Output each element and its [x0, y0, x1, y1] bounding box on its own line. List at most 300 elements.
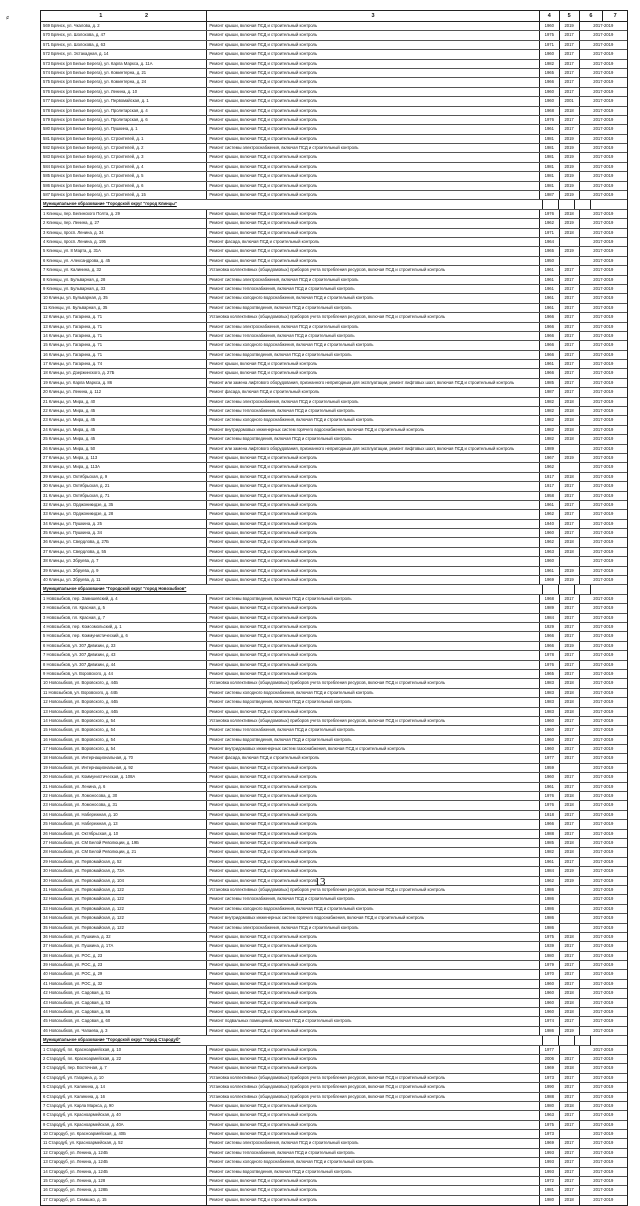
- work-type-cell: Ремонт системы электроснабжения, включая ПСД и строительный контроль: [207, 924, 540, 932]
- address-cell: [41, 895, 207, 903]
- table-row: [41, 210, 627, 219]
- address-text: Брянск (рп Белые Берега), ул. Строителей, д. 5: [51, 173, 144, 179]
- table-row: [41, 247, 627, 256]
- empty-cell: [543, 585, 559, 593]
- plan-period-cell: 2017-2019: [593, 88, 614, 94]
- work-type-cell: Ремонт системы электроснабжения, включая ПСД и строительный контроль: [207, 398, 540, 406]
- build-year-cell: 1960: [540, 717, 560, 725]
- work-type-cell: Ремонт крыши, включая ПСД и строительный контроль: [207, 153, 540, 161]
- plan-period-cell: 2017-2019: [593, 1140, 614, 1146]
- build-year-cell: 1962: [540, 510, 560, 518]
- table-row: [41, 510, 627, 519]
- address-cell: [41, 1149, 207, 1157]
- address-cell: [41, 135, 207, 143]
- table-row: [41, 501, 627, 510]
- address-cell: [41, 247, 207, 255]
- plan-period-cell: 2017-2019: [593, 257, 614, 263]
- plan-period-cell: 2017-2019: [593, 408, 614, 414]
- plan-period-cell: 2017-2019: [593, 624, 614, 629]
- row-number: 33: [43, 905, 48, 911]
- address-text: Новозыбков, ул. Первомайская, д. 122: [48, 905, 124, 911]
- table-row: [41, 933, 627, 942]
- table-row: [41, 989, 627, 998]
- work-type-cell: Ремонт крыши, включая ПСД и строительный контроль: [207, 50, 540, 58]
- work-type-cell: Ремонт крыши, включая ПСД и строительный контроль: [207, 642, 540, 650]
- address-cell: [41, 22, 207, 30]
- work-type-cell: Ремонт крыши, включая ПСД и строительный контроль: [207, 999, 540, 1007]
- plan-period-cell: 2017-2019: [593, 830, 614, 836]
- plan-period-cell: 2017-2019: [593, 952, 614, 958]
- table-row: [41, 651, 627, 660]
- address-text: Новозыбков, пер. Коммунистический, д. 6: [46, 633, 128, 639]
- address-cell: [41, 848, 207, 856]
- row-number: 26: [43, 830, 48, 836]
- last-repair-cell: [560, 764, 580, 772]
- row-number: 2: [43, 1055, 46, 1061]
- table-row: [41, 895, 627, 904]
- work-type-cell: Ремонт крыши, включая ПСД и строительный контроль: [207, 219, 540, 227]
- table-row: [41, 398, 627, 407]
- address-cell: [41, 332, 207, 340]
- work-type-cell: Ремонт системы водоотведения, включая ПСД и строительный контроль: [207, 1168, 540, 1176]
- table-row: [41, 839, 627, 848]
- row-number: 580: [43, 126, 50, 132]
- work-type-cell: Ремонт крыши, включая ПСД и строительный контроль: [207, 182, 540, 190]
- table-header-row: [41, 11, 627, 22]
- last-repair-cell: [560, 914, 580, 922]
- address-cell: [41, 31, 207, 39]
- build-year-cell: 1918: [540, 811, 560, 819]
- address-text: Клинцы, ул. Гагарина, д. 71: [48, 332, 103, 338]
- table-row: [41, 942, 627, 951]
- work-type-cell: Ремонт крыши, включая ПСД и строительный контроль: [207, 764, 540, 772]
- address-text: Брянск (рп Белые Берега), ул. Строителей, д. 15: [51, 192, 146, 198]
- empty-cell: [559, 1036, 575, 1044]
- last-repair-cell: 2017: [560, 369, 580, 377]
- work-type-cell: Ремонт крыши, включая ПСД и строительный контроль: [207, 839, 540, 847]
- address-cell: [41, 435, 207, 443]
- row-number: 570: [43, 32, 50, 38]
- last-repair-cell: 2017: [560, 1055, 580, 1063]
- address-cell: [41, 933, 207, 941]
- address-text: Клинцы, ул. Пушкина, д. 25: [48, 520, 102, 526]
- work-type-cell: Ремонт крыши, включая ПСД и строительный контроль: [207, 557, 540, 565]
- table-row: [41, 135, 627, 144]
- build-year-cell: 1993: [540, 1158, 560, 1166]
- table-row: [41, 69, 627, 78]
- address-cell: [41, 1046, 207, 1054]
- address-cell: [41, 999, 207, 1007]
- work-type-cell: Ремонт крыши, включая ПСД и строительный контроль: [207, 463, 540, 471]
- plan-period-cell: 2017-2019: [593, 107, 614, 113]
- address-text: Стародуб, ул. Красноармейская, д. 40Б: [48, 1131, 126, 1137]
- address-text: Клинцы, просп. Ленина, д. 34: [46, 229, 104, 235]
- last-repair-cell: 2017: [560, 285, 580, 293]
- address-text: Новозыбков, ул. СМ Белой Революции, д. 19Б: [48, 839, 139, 845]
- row-number: 44: [43, 1009, 48, 1015]
- last-repair-cell: 2017: [560, 379, 580, 387]
- address-text: Клинцы, ул. Збруева, д. 7: [48, 558, 99, 564]
- plan-period-cell: 2017-2019: [593, 361, 614, 367]
- address-text: Новозыбков, ул. Набережная, д. 10: [48, 811, 118, 817]
- work-type-cell: Ремонт крыши, включая ПСД и строительный контроль: [207, 708, 540, 716]
- row-number: 29: [43, 858, 48, 864]
- plan-period-cell: 2017-2019: [593, 342, 614, 348]
- last-repair-cell: 2017: [560, 276, 580, 284]
- row-number: 7: [43, 1102, 46, 1108]
- row-number: 1: [43, 595, 46, 601]
- plan-period-cell: 2017-2019: [593, 595, 614, 601]
- address-cell: [41, 229, 207, 237]
- plan-period-cell: 2017-2019: [593, 971, 614, 977]
- address-text: Клинцы, ул. Бульварная, д. 35: [48, 304, 108, 310]
- last-repair-cell: 2017: [560, 670, 580, 678]
- plan-period-cell: 2017-2019: [593, 304, 614, 310]
- table-row: [41, 172, 627, 181]
- work-type-cell: Ремонт крыши, включая ПСД и строительный контроль: [207, 858, 540, 866]
- address-cell: [41, 858, 207, 866]
- work-type-cell: Ремонт системы теплоснабжения, включая ПСД и строительный контроль: [207, 726, 540, 734]
- table-row: [41, 266, 627, 275]
- plan-period-cell: 2017-2019: [593, 1084, 614, 1090]
- work-type-cell: Ремонт крыши, включая ПСД и строительный контроль: [207, 492, 540, 500]
- address-cell: [41, 60, 207, 68]
- plan-period-cell: 2017-2019: [593, 530, 614, 536]
- address-text: Новозыбков, ул. 307 Дивизии, д. 43: [46, 652, 116, 658]
- address-text: Новозыбков, пер. Комсомольский, д. 1: [46, 624, 122, 629]
- last-repair-cell: 2017: [560, 717, 580, 725]
- plan-period-cell: 2017-2019: [593, 126, 614, 132]
- table-row: [41, 961, 627, 970]
- plan-period-cell: 2017-2019: [593, 276, 614, 282]
- build-year-cell: 1986: [540, 905, 560, 913]
- work-type-cell: Ремонт крыши, включая ПСД и строительный контроль: [207, 473, 540, 481]
- plan-period-cell: 2017-2019: [593, 370, 614, 376]
- table-row: [41, 1111, 627, 1120]
- empty-cell: [591, 1036, 627, 1044]
- work-type-cell: Ремонт крыши, включая ПСД и строительный контроль: [207, 576, 540, 584]
- build-year-cell: 1981: [540, 163, 560, 171]
- address-text: Новозыбков, ул. Первомайская, д. 122: [48, 924, 124, 930]
- last-repair-cell: 2018: [560, 426, 580, 434]
- last-repair-cell: [560, 1130, 580, 1138]
- address-text: Стародуб, ул. Красноармейская, д. 40: [46, 1112, 121, 1118]
- address-cell: [41, 153, 207, 161]
- build-year-cell: 1961: [540, 360, 560, 368]
- last-repair-cell: 2017: [560, 1149, 580, 1157]
- row-number: 34: [43, 520, 48, 526]
- row-number: 13: [43, 708, 48, 714]
- last-repair-cell: 2018: [560, 689, 580, 697]
- build-year-cell: 1967: [540, 454, 560, 462]
- address-text: Клинцы, ул. Гагарина, д. 71: [48, 342, 103, 348]
- address-cell: [41, 717, 207, 725]
- address-cell: [41, 144, 207, 152]
- last-repair-cell: 2019: [560, 22, 580, 30]
- row-number: 583: [43, 154, 50, 160]
- build-year-cell: 1980: [540, 1196, 560, 1205]
- work-type-cell: Ремонт крыши, включая ПСД и строительный контроль: [207, 567, 540, 575]
- plan-period-cell: 2017-2019: [593, 1159, 614, 1165]
- address-text: Новозыбков, ул. Пушкина, д. 32: [48, 933, 111, 939]
- last-repair-cell: [560, 557, 580, 565]
- build-year-cell: 1977: [540, 1046, 560, 1054]
- last-repair-cell: 2017: [560, 266, 580, 274]
- plan-period-cell: 2017-2019: [593, 520, 614, 526]
- plan-period-cell: 2017-2019: [593, 483, 614, 489]
- plan-period-cell: 2017-2019: [593, 1102, 614, 1108]
- plan-period-cell: 2017-2019: [593, 746, 614, 752]
- address-text: Клинцы, ул. Мира, д. 40: [48, 398, 96, 404]
- work-type-cell: Ремонт крыши, включая ПСД и строительный контроль: [207, 811, 540, 819]
- work-type-cell: Ремонт или замена лифтового оборудования, признанного непригодным для эксплуатации, ремонт лифтовых шахт, включая ПСД и строительный контроль: [207, 379, 540, 387]
- work-type-cell: Ремонт крыши, включая ПСД и строительный контроль: [207, 520, 540, 528]
- table-row: [41, 332, 627, 341]
- build-year-cell: 1960: [540, 50, 560, 58]
- plan-period-cell: 2017-2019: [593, 464, 614, 470]
- address-cell: [41, 1008, 207, 1016]
- work-type-cell: Ремонт крыши, включая ПСД и строительный контроль: [207, 135, 540, 143]
- row-number: 42: [43, 990, 48, 996]
- row-number: 6: [43, 642, 46, 648]
- row-number: 8: [43, 276, 46, 282]
- header-col-4: 4: [540, 11, 560, 21]
- build-year-cell: 1985: [540, 839, 560, 847]
- address-cell: [41, 1055, 207, 1063]
- last-repair-cell: 2018: [560, 801, 580, 809]
- address-text: Брянск (рп Белые Берега), ул. Строителей, д. 4: [51, 163, 144, 169]
- address-text: Клинцы, ул. Дзержинского, д. 27Б: [48, 370, 115, 376]
- address-text: Стародуб, ул. Ленина, д. 124Б: [48, 1159, 108, 1165]
- address-text: Стародуб, ул. Ленина, д. 128: [48, 1178, 106, 1184]
- table-row: [41, 557, 627, 566]
- plan-period-cell: 2017-2019: [593, 915, 614, 921]
- table-row: [41, 369, 627, 378]
- address-cell: [41, 623, 207, 631]
- build-year-cell: 1989: [540, 445, 560, 453]
- row-number: 4: [43, 238, 46, 244]
- row-number: 4: [43, 1074, 46, 1080]
- last-repair-cell: 2017: [560, 492, 580, 500]
- address-text: Клинцы, ул. Карла Маркса, д. 86: [48, 379, 113, 385]
- row-number: 11: [43, 1140, 48, 1146]
- table-row: [41, 970, 627, 979]
- last-repair-cell: 2017: [560, 69, 580, 77]
- address-text: Новозыбков, ул. Воровского, д. 54: [48, 736, 116, 742]
- address-cell: [41, 736, 207, 744]
- row-number: 35: [43, 530, 48, 536]
- row-number: 577: [43, 98, 50, 104]
- address-text: Новозыбков, ул. СМ Белой Революции, д. 21: [48, 849, 137, 855]
- plan-period-cell: 2017-2019: [593, 98, 614, 104]
- row-number: 582: [43, 145, 50, 151]
- plan-period-cell: 2017-2019: [593, 774, 614, 780]
- row-number: 5: [43, 633, 46, 639]
- build-year-cell: 1965: [540, 247, 560, 255]
- plan-period-cell: 2017-2019: [593, 849, 614, 855]
- address-cell: [41, 1102, 207, 1110]
- plan-period-cell: 2017-2019: [593, 295, 614, 301]
- last-repair-cell: [560, 924, 580, 932]
- last-repair-cell: 2017: [560, 116, 580, 124]
- last-repair-cell: 2017: [560, 745, 580, 753]
- address-cell: [41, 454, 207, 462]
- header-col-1: 1 2: [41, 11, 207, 21]
- work-type-cell: Ремонт крыши, включая ПСД и строительный контроль: [207, 970, 540, 978]
- last-repair-cell: 2017: [560, 1168, 580, 1176]
- work-type-cell: Ремонт крыши, включая ПСД и строительный контроль: [207, 1008, 540, 1016]
- address-text: Новозыбков, ул. Ломоносова, д. 31: [48, 802, 118, 808]
- address-cell: [41, 1158, 207, 1166]
- work-type-cell: Ремонт системы электроснабжения, включая ПСД и строительный контроль: [207, 323, 540, 331]
- plan-period-cell: 2017-2019: [593, 79, 614, 85]
- work-type-cell: Ремонт системы холодного водоснабжения, включая ПСД и строительный контроль: [207, 294, 540, 302]
- last-repair-cell: 2018: [560, 107, 580, 115]
- build-year-cell: 1962: [540, 463, 560, 471]
- address-cell: [41, 726, 207, 734]
- row-number: 11: [43, 689, 48, 695]
- address-cell: [41, 351, 207, 359]
- address-text: Брянск, ул. Шолохова, д. 47: [51, 32, 106, 38]
- work-type-cell: Ремонт крыши, включая ПСД и строительный контроль: [207, 1046, 540, 1054]
- last-repair-cell: 2017: [560, 961, 580, 969]
- table-row: [41, 41, 627, 50]
- row-number: 25: [43, 821, 48, 827]
- table-row: [41, 520, 627, 529]
- address-cell: [41, 1177, 207, 1185]
- section-title: Муниципальное образование "Городской округ "город Клинцы": [41, 200, 543, 208]
- table-row: [41, 153, 627, 162]
- work-type-cell: Ремонт системы водоотведения, включая ПСД и строительный контроль: [207, 351, 540, 359]
- work-type-cell: Ремонт крыши, включая ПСД и строительный контроль: [207, 1130, 540, 1138]
- row-number: 12: [43, 1149, 48, 1155]
- address-text: Новозыбков, ул. Воровского, д. 44Б: [48, 708, 119, 714]
- table-row: [41, 276, 627, 285]
- address-text: Клинцы, ул. Збруева, д. 11: [48, 577, 101, 583]
- work-type-cell: Установка коллективных (общедомовых) приборов учета потребления ресурсов, включая ПСД и строительный контроль: [207, 717, 540, 725]
- plan-period-cell: 2017-2019: [593, 32, 614, 38]
- table-row: [41, 1074, 627, 1083]
- address-text: Новозыбков, пл. Красная, д. 5: [46, 605, 105, 611]
- address-text: Стародуб, ул. Красноармейская, д. 52: [48, 1140, 123, 1146]
- last-repair-cell: 2018: [560, 999, 580, 1007]
- address-text: Клинцы, ул. Мира, д. 45: [48, 408, 96, 414]
- last-repair-cell: 2017: [560, 830, 580, 838]
- work-type-cell: Ремонт крыши, включая ПСД и строительный контроль: [207, 501, 540, 509]
- build-year-cell: 1960: [540, 1008, 560, 1016]
- build-year-cell: 1917: [540, 473, 560, 481]
- last-repair-cell: 2018: [560, 1102, 580, 1110]
- address-cell: [41, 520, 207, 528]
- address-cell: [41, 576, 207, 584]
- plan-period-cell: 2017-2019: [593, 990, 614, 996]
- address-text: Новозыбков, ул. Октябрьская, д. 10: [48, 830, 119, 836]
- work-type-cell: Ремонт подвальных помещений, включая ПСД и строительный контроль: [207, 1017, 540, 1025]
- work-type-cell: Ремонт крыши, включая ПСД и строительный контроль: [207, 980, 540, 988]
- build-year-cell: 1929: [540, 623, 560, 631]
- row-number: 585: [43, 173, 50, 179]
- table-row: [41, 238, 627, 247]
- work-type-cell: Ремонт крыши, включая ПСД и строительный контроль: [207, 97, 540, 105]
- work-type-cell: Ремонт крыши, включая ПСД и строительный контроль: [207, 1186, 540, 1194]
- address-text: Новозыбков, ул. 307 Дивизии, д. 44: [46, 661, 116, 667]
- build-year-cell: 1975: [540, 31, 560, 39]
- build-year-cell: 1960: [540, 989, 560, 997]
- build-year-cell: 1990: [540, 1083, 560, 1091]
- section-heading-row: [41, 585, 627, 594]
- plan-period-cell: 2017-2019: [593, 821, 614, 827]
- last-repair-cell: 2017: [560, 360, 580, 368]
- row-number: 39: [43, 962, 48, 968]
- address-text: Клинцы, ул. Октябрьская, д. 71: [48, 492, 110, 498]
- empty-cell: [559, 200, 575, 208]
- work-type-cell: Ремонт крыши, включая ПСД и строительный контроль: [207, 1121, 540, 1129]
- address-cell: [41, 50, 207, 58]
- address-cell: [41, 257, 207, 265]
- empty-cell: [543, 1036, 559, 1044]
- table-row: [41, 125, 627, 134]
- table-row: [41, 642, 627, 651]
- plan-period-cell: 2017-2019: [593, 1196, 614, 1202]
- row-number: 16: [43, 1187, 48, 1193]
- table-row: [41, 351, 627, 360]
- address-cell: [41, 1168, 207, 1176]
- address-text: Стародуб, ул. Калинина, д. 14: [46, 1084, 105, 1090]
- address-text: Стародуб, ул. Ленина, д. 124Б: [48, 1149, 108, 1155]
- last-repair-cell: 2019: [560, 191, 580, 199]
- build-year-cell: 1976: [540, 210, 560, 218]
- address-cell: [41, 407, 207, 415]
- plan-period-cell: 2017-2019: [593, 933, 614, 939]
- table-row: [41, 107, 627, 116]
- plan-period-cell: 2017-2019: [593, 1112, 614, 1118]
- address-cell: [41, 942, 207, 950]
- work-type-cell: Ремонт крыши, включая ПСД и строительный контроль: [207, 163, 540, 171]
- last-repair-cell: 2018: [560, 229, 580, 237]
- plan-period-cell: 2017-2019: [593, 999, 614, 1005]
- table-row: [41, 445, 627, 454]
- table-row: [41, 848, 627, 857]
- table-row: [41, 323, 627, 332]
- address-text: Брянск (рп Белые Берега), ул. Коминтерна, д. 21: [51, 69, 147, 75]
- table-row: [41, 416, 627, 425]
- address-cell: [41, 445, 207, 453]
- last-repair-cell: 2019: [560, 163, 580, 171]
- work-type-cell: Ремонт крыши, включая ПСД и строительный контроль: [207, 69, 540, 77]
- work-type-cell: Ремонт крыши, включая ПСД и строительный контроль: [207, 116, 540, 124]
- build-year-cell: 1961: [540, 125, 560, 133]
- address-cell: [41, 88, 207, 96]
- row-number: 1: [43, 1046, 46, 1052]
- build-year-cell: 1978: [540, 651, 560, 659]
- section-heading-row: [41, 200, 627, 209]
- address-text: Новозыбков, пл. Красная, д. 7: [46, 614, 105, 620]
- plan-period-cell: 2017-2019: [593, 445, 614, 451]
- work-type-cell: Ремонт крыши, включая ПСД и строительный контроль: [207, 548, 540, 556]
- build-year-cell: 1965: [540, 69, 560, 77]
- address-cell: [41, 604, 207, 612]
- plan-period-cell: 2017-2019: [593, 802, 614, 808]
- address-cell: [41, 651, 207, 659]
- work-type-cell: Ремонт системы теплоснабжения, включая ПСД и строительный контроль: [207, 1149, 540, 1157]
- address-text: Брянск (рп Белые Берега), ул. Пролетарская, д. 4: [51, 107, 148, 113]
- last-repair-cell: 2019: [560, 153, 580, 161]
- row-number: 40: [43, 577, 48, 583]
- address-cell: [41, 1186, 207, 1194]
- plan-period-cell: 2017-2019: [593, 51, 614, 57]
- row-number: 20: [43, 774, 48, 780]
- work-type-cell: Ремонт крыши, включая ПСД и строительный контроль: [207, 369, 540, 377]
